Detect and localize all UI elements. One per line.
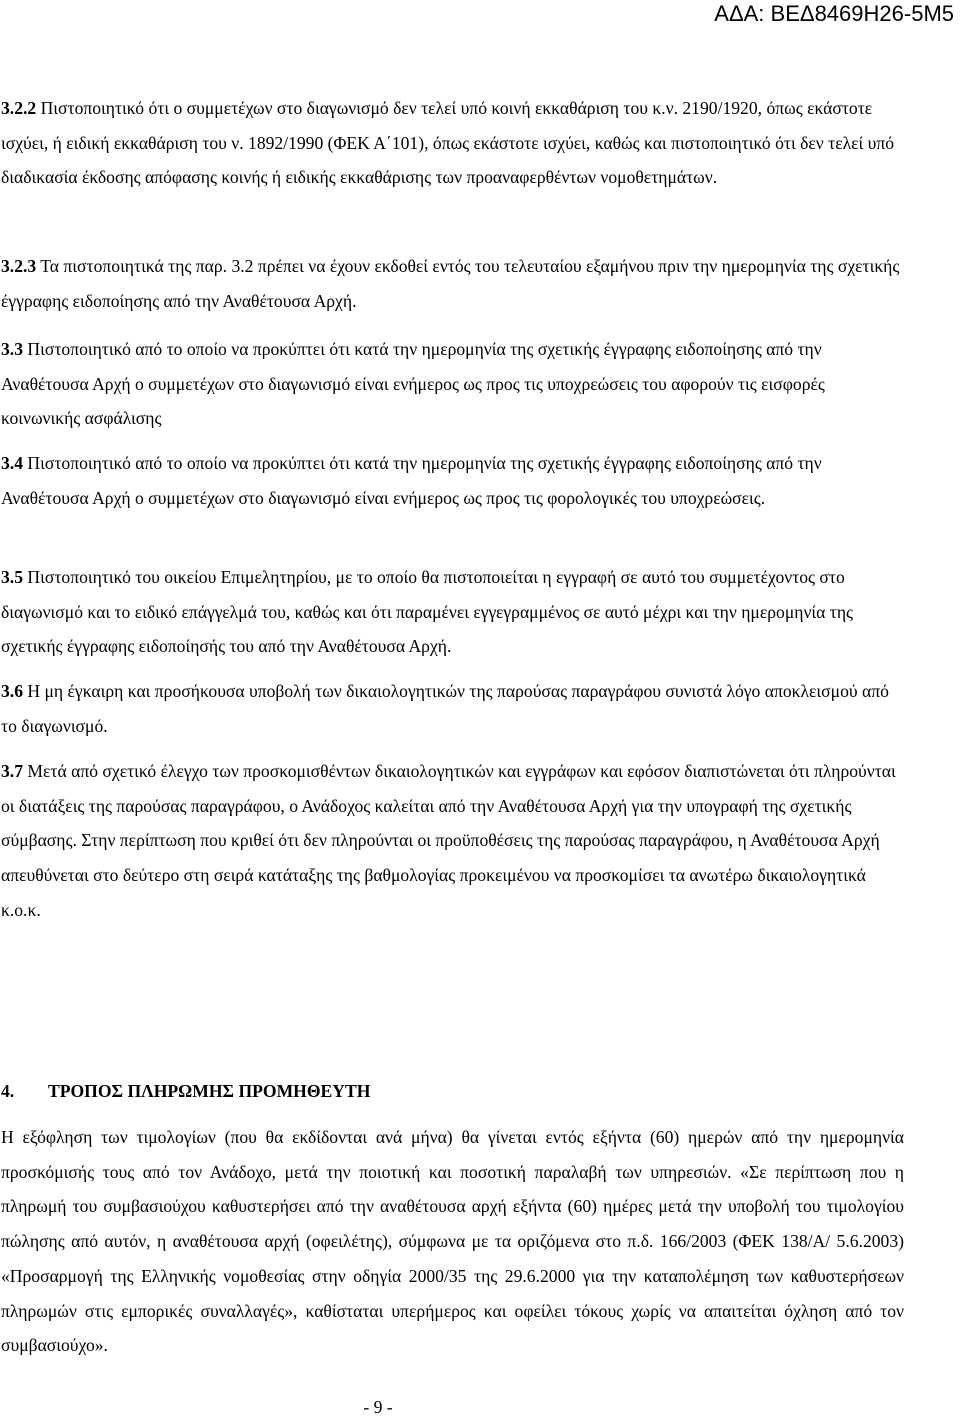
paragraph-text: Μετά από σχετικό έλεγχο των προσκομισθέντων δικαιολογητικών και εγγράφων και εφόσον διαπιστώνεται ότι πληρούνται οι διατάξεις της παρούσας παραγράφου, ο Ανάδοχος καλείται από την Αναθέτουσα Αρχή για την υπογραφή της σχετικής σύμβασης. Στην περίπτωση που κριθεί ότι δεν πληρούνται οι προϋποθέσεις της παρούσας παραγράφου, η Αναθέτουσα Αρχή απευθύνεται στο δεύτερο στη σειρά κατάταξης της βαθμολογίας προκειμένου να προσκομίσει τα ανωτέρω δικαιολογητικά κ.ο.κ. — [1, 761, 896, 920]
ada-document-id: ΑΔΑ: ΒΕΔ8469Η26-5Μ5 — [714, 1, 954, 26]
paragraph-3-7 — [1, 754, 901, 928]
paragraph-number: 3.6 — [1, 681, 23, 701]
paragraph-number: 3.4 — [1, 453, 23, 473]
paragraph-number: 3.2.3 — [1, 256, 37, 276]
paragraph-text: Πιστοποιητικό από το οποίο να προκύπτει ότι κατά την ημερομηνία της σχετικής έγγραφης ειδοποίησης από την Αναθέτουσα Αρχή ο συμμετέχων στο διαγωνισμό είναι ενήμερος ως προς τις υποχρεώσεις του αφορούν τις εισφορές κοινωνικής ασφάλισης — [1, 339, 825, 429]
paragraph-3-4 — [1, 446, 901, 515]
paragraph-number: 3.7 — [1, 761, 23, 781]
paragraph-number: 3.5 — [1, 567, 23, 587]
paragraph-text: Πιστοποιητικό από το οποίο να προκύπτει ότι κατά την ημερομηνία της σχετικής έγγραφης ειδοποίησης από την Αναθέτουσα Αρχή ο συμμετέχων στο διαγωνισμό είναι ενήμερος ως προς τις φορολογικές του υποχρεώσεις. — [1, 453, 822, 508]
paragraph-3-2-2 — [1, 91, 901, 195]
paragraph-3-5 — [1, 560, 901, 664]
paragraph-text: Η μη έγκαιρη και προσήκουσα υποβολή των δικαιολογητικών της παρούσας παραγράφου συνιστά λόγο αποκλεισμού από το διαγωνισμό. — [1, 681, 889, 736]
paragraph-3-6 — [1, 674, 901, 743]
section-number: 4. — [1, 1081, 15, 1101]
page-number: - 9 - — [363, 1397, 393, 1417]
section-title: ΤΡΟΠΟΣ ΠΛΗΡΩΜΗΣ ΠΡΟΜΗΘΕΥΤΗ — [48, 1081, 371, 1101]
paragraph-number: 3.2.2 — [1, 98, 37, 118]
paragraph-payment-terms: Η εξόφληση των τιμολογίων (που θα εκδίδονται ανά μήνα) θα γίνεται εντός εξήντα (60) ημερών από την ημερομηνία προσκόμισής τους από τον Ανάδοχο, μετά την ποιοτική και ποσοτική παραλαβή των υπηρεσιών. «Σε περίπτωση που η πληρωμή του συμβασιούχου καθυστερήσει από την αναθέτουσα αρχή εξήντα (60) ημέρες μετά την υποβολή του τιμολογίου πώλησης από αυτόν, η αναθέτουσα αρχή (οφειλέτης), σύμφωνα με τα οριζόμενα στο π.δ. 166/2003 (ΦΕΚ 138/Α/ 5.6.2003) «Προσαρμογή της Ελληνικής νομοθεσίας στην οδηγία 2000/35 της 29.6.2000 για την καταπολέμηση των καθυστερήσεων πληρωμών στις εμπορικές συναλλαγές», καθίσταται υπερήμερος και οφείλει τόκους χωρίς να απαιτείται όχληση από τον συμβασιούχο». — [1, 1127, 904, 1356]
paragraph-text: Τα πιστοποιητικά της παρ. 3.2 πρέπει να έχουν εκδοθεί εντός του τελευταίου εξαμήνου πριν την ημερομηνία της σχετικής έγγραφης ειδοποίησης από την Αναθέτουσα Αρχή. — [1, 256, 900, 311]
paragraph-3-3 — [1, 332, 901, 436]
section-heading-payment — [1, 1077, 370, 1105]
paragraph-text: Πιστοποιητικό του οικείου Επιμελητηρίου, με το οποίο θα πιστοποιείται η εγγραφή σε αυτό του συμμετέχοντος στο διαγωνισμό και το ειδικό επάγγελμά του, καθώς και ότι παραμένει εγγεγραμμένος σε αυτό μέχρι και την ημερομηνία της σχετικής έγγραφης ειδοποίησής του από την Αναθέτουσα Αρχή. — [1, 567, 854, 657]
paragraph-3-2-3 — [1, 249, 901, 318]
paragraph-text: Πιστοποιητικό ότι ο συμμετέχων στο διαγωνισμό δεν τελεί υπό κοινή εκκαθάριση του κ.ν. 2190/1920, όπως εκάστοτε ισχύει, ή ειδική εκκαθάριση του ν. 1892/1990 (ΦΕΚ Α΄101), όπως εκάστοτε ισχύει, καθώς και πιστοποιητικό ότι δεν τελεί υπό διαδικασία έκδοσης απόφασης κοινής ή ειδικής εκκαθάρισης των προαναφερθέντων νομοθετημάτων. — [1, 98, 895, 188]
paragraph-number: 3.3 — [1, 339, 23, 359]
